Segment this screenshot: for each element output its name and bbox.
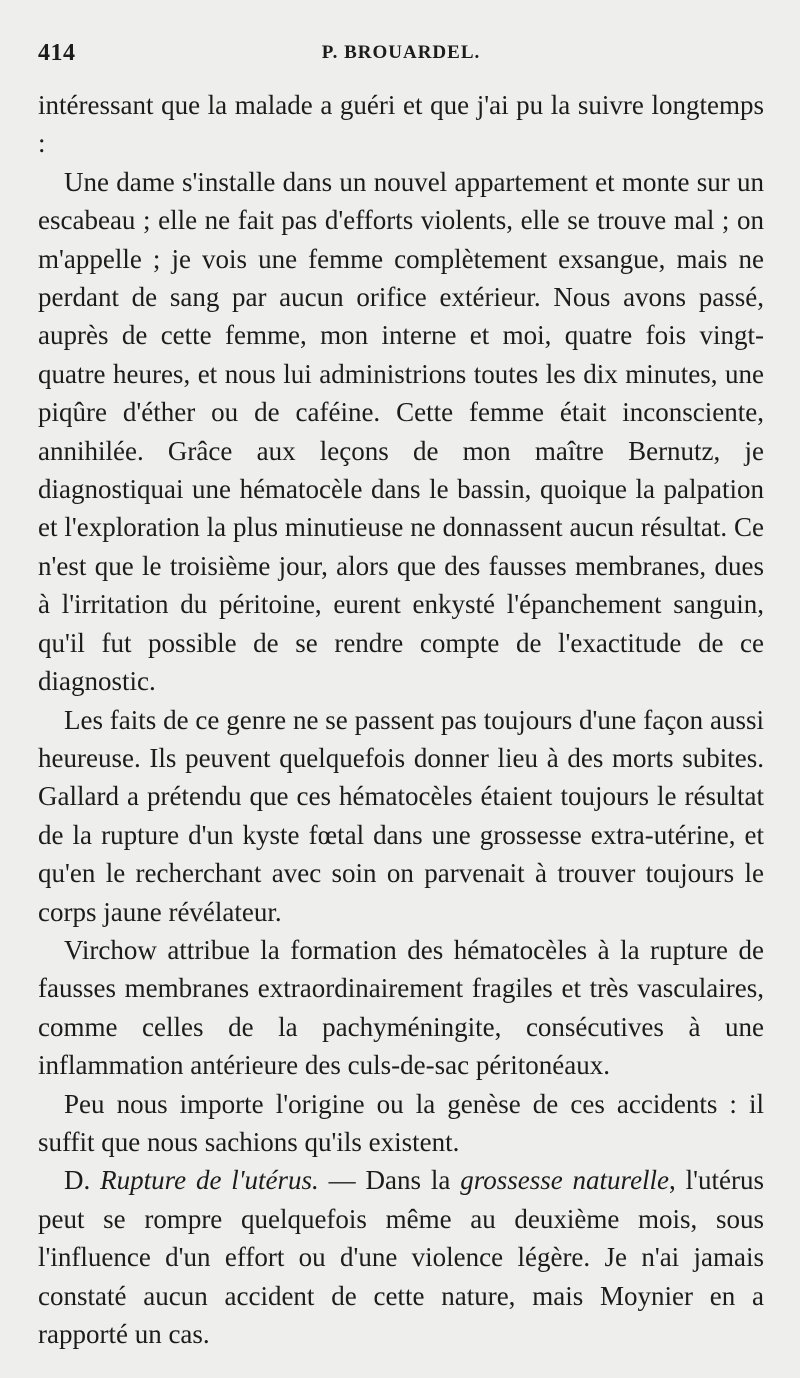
paragraph: Les faits de ce genre ne se passent pas toujours d'une façon aussi heureuse. Ils peuvent quelquefois donner lieu à des morts subites. Gallard a prétendu que ces hématocèles étaient toujours le résultat de la rupture d'un kyste fœtal dans une grossesse extra-utérine, et qu'en le recherchant avec soin on parvenait à trouver toujours le corps jaune révélateur. (38, 704, 764, 927)
emphasized-term: grossesse naturelle (460, 1165, 670, 1196)
running-head (38, 40, 764, 76)
body-text (38, 86, 764, 1353)
paragraph: Une dame s'installe dans un nouvel appartement et monte sur un escabeau ; elle ne fait pas d'efforts violents, elle se trouve mal ; on m'appelle ; je vois une femme complètement exsangue, mais ne perdant de sang par aucun orifice extérieur. Nous avons passé, auprès de cette femme, mon interne et moi, quatre fois vingt-quatre heures, et nous lui administrions toutes les dix minutes, une piqûre d'éther ou de caféine. Cette femme était inconsciente, annihilée. Grâce aux leçons de mon maître Bernutz, je diagnostiquai une hématocèle dans le bassin, quoique la palpation et l'exploration la plus minutieuse ne donnassent aucun résultat. Ce n'est que le troisième jour, alors que des fausses membranes, dues à l'irritation du péritoine, eurent enkysté l'épanchement sanguin, qu'il fut possible de se rendre compte de l'exactitude de ce diagnostic. (38, 166, 764, 697)
paragraph (38, 1161, 764, 1353)
paragraph: intéressant que la malade a guéri et que j'ai pu la suivre longtemps : (38, 90, 764, 159)
section-letter: D. (64, 1165, 101, 1196)
paragraph-text: , l'utérus peut se rompre quelquefois même au deuxième mois, sous l'influence d'un effort ou d'une violence légère. Je n'ai jamais constaté aucun accident de cette nature, mais Moynier en a rapporté un cas. (38, 1165, 764, 1349)
heading-separator: — Dans la (318, 1165, 461, 1196)
section-heading: Rupture de l'utérus. (100, 1165, 319, 1196)
running-head-author: P. BROUARDEL. (321, 42, 481, 63)
paragraph: Virchow attribue la formation des hématocèles à la rupture de fausses membranes extraordinairement fragiles et très vasculaires, comme celles de la pachyméningite, consécutives à une inflammation antérieure des culs-de-sac péritonéaux. (38, 934, 764, 1081)
paragraph: Peu nous importe l'origine ou la genèse de ces accidents : il suffit que nous sachions qu'ils existent. (38, 1088, 764, 1157)
page-number: 414 (38, 40, 76, 66)
